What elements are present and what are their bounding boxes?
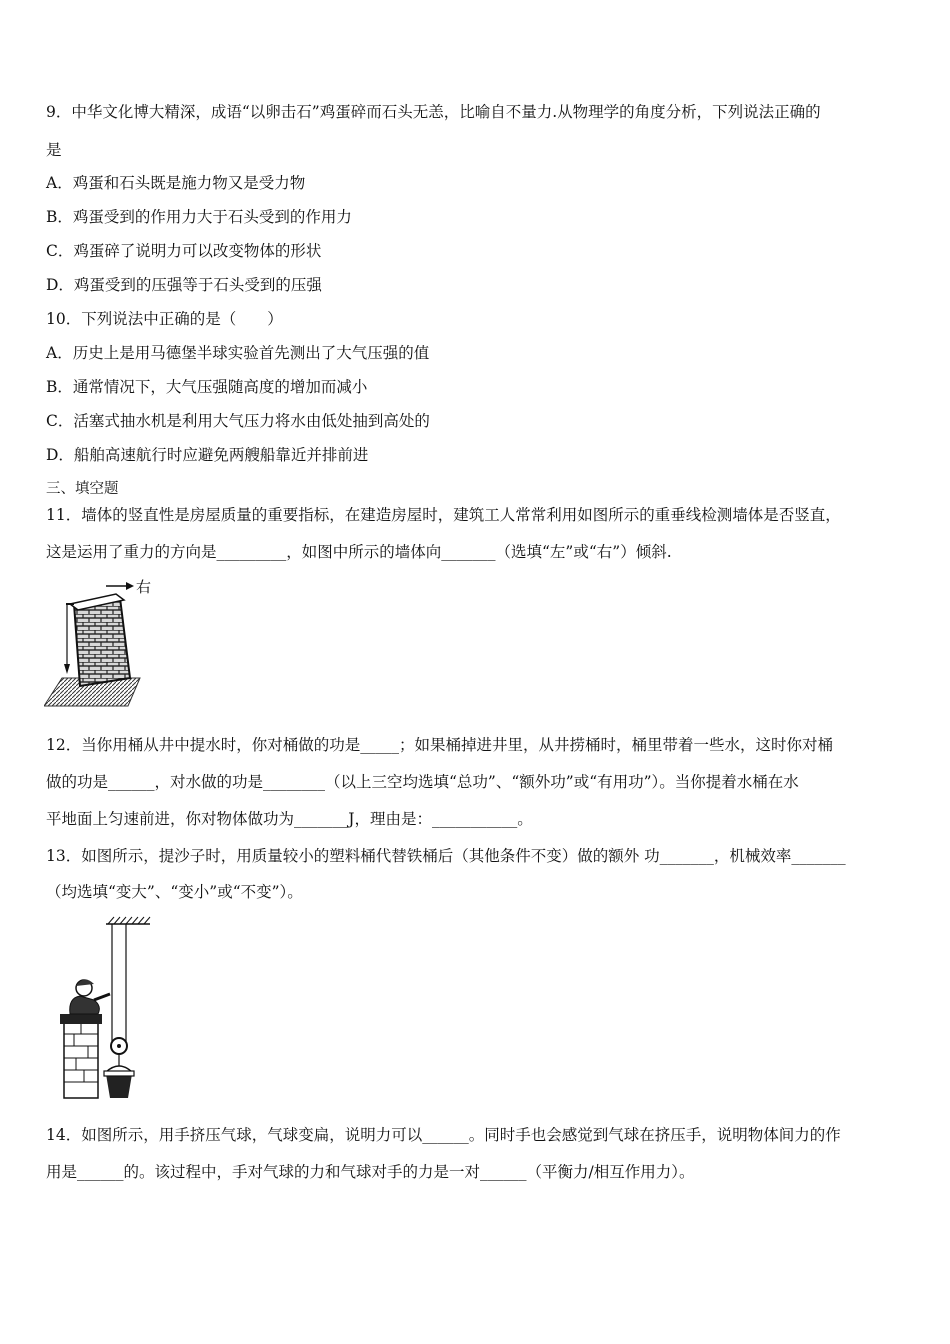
wall-plumb-illustration <box>44 574 154 710</box>
q10-stem: 10．下列说法中正确的是（ ） <box>46 310 283 328</box>
q12-line1: 12．当你用桶从井中提水时，你对桶做的功是_____；如果桶掉进井里，从井捞桶时，桶里带着一些水，这时你对桶 <box>46 736 833 754</box>
q13-line1: 13．如图所示，提沙子时，用质量较小的塑料桶代替铁桶后（其他条件不变）做的额外 功_______，机械效率_______ <box>46 847 846 865</box>
pulley-figure <box>54 914 164 1104</box>
q9-stem-line1: 9．中华文化博大精深，成语“以卵击石”鸡蛋碎而石头无恙，比喻自不量力.从物理学的角度分析，下列说法正确的 <box>46 103 821 121</box>
q11-line2: 这是运用了重力的方向是_________，如图中所示的墙体向_______（选填“左”或“右”）倾斜. <box>46 543 672 561</box>
q13-line2: （均选填“变大”、“变小”或“不变”）。 <box>46 883 303 901</box>
q12-line3: 平地面上匀速前进，你对物体做功为_______J，理由是：___________。 <box>46 810 533 828</box>
q9-option-a: A．鸡蛋和石头既是施力物又是受力物 <box>46 174 306 192</box>
q10-option-b: B．通常情况下，大气压强随高度的增加而减小 <box>46 378 368 396</box>
q11-line1: 11．墙体的竖直性是房屋质量的重要指标，在建造房屋时，建筑工人常常利用如图所示的重垂线检测墙体是否竖直， <box>46 506 841 524</box>
q9-stem-line2: 是 <box>46 141 62 159</box>
q10-option-c: C．活塞式抽水机是利用大气压力将水由低处抽到高处的 <box>46 412 430 430</box>
q10-option-a: A．历史上是用马德堡半球实验首先测出了大气压强的值 <box>46 344 430 362</box>
q14-line1: 14．如图所示，用手挤压气球，气球变扁，说明力可以______。同时手也会感觉到气球在挤压手，说明物体间力的作 <box>46 1126 841 1144</box>
direction-label: 右 <box>136 578 152 596</box>
q9-option-b: B．鸡蛋受到的作用力大于石头受到的作用力 <box>46 208 352 226</box>
q9-option-d: D．鸡蛋受到的压强等于石头受到的压强 <box>46 276 322 294</box>
q10-option-d: D．船舶高速航行时应避免两艘船靠近并排前进 <box>46 446 369 464</box>
wall-plumb-figure <box>44 574 154 710</box>
q14-line2: 用是______的。该过程中，手对气球的力和气球对手的力是一对______（平衡力/相互作用力）。 <box>46 1163 695 1181</box>
section-title: 三、填空题 <box>46 481 119 497</box>
q12-line2: 做的功是______，对水做的功是________（以上三空均选填“总功”、“额外功”或“有用功”）。当你提着水桶在水 <box>46 773 799 791</box>
pulley-illustration <box>54 914 164 1104</box>
q9-option-c: C．鸡蛋碎了说明力可以改变物体的形状 <box>46 242 322 260</box>
